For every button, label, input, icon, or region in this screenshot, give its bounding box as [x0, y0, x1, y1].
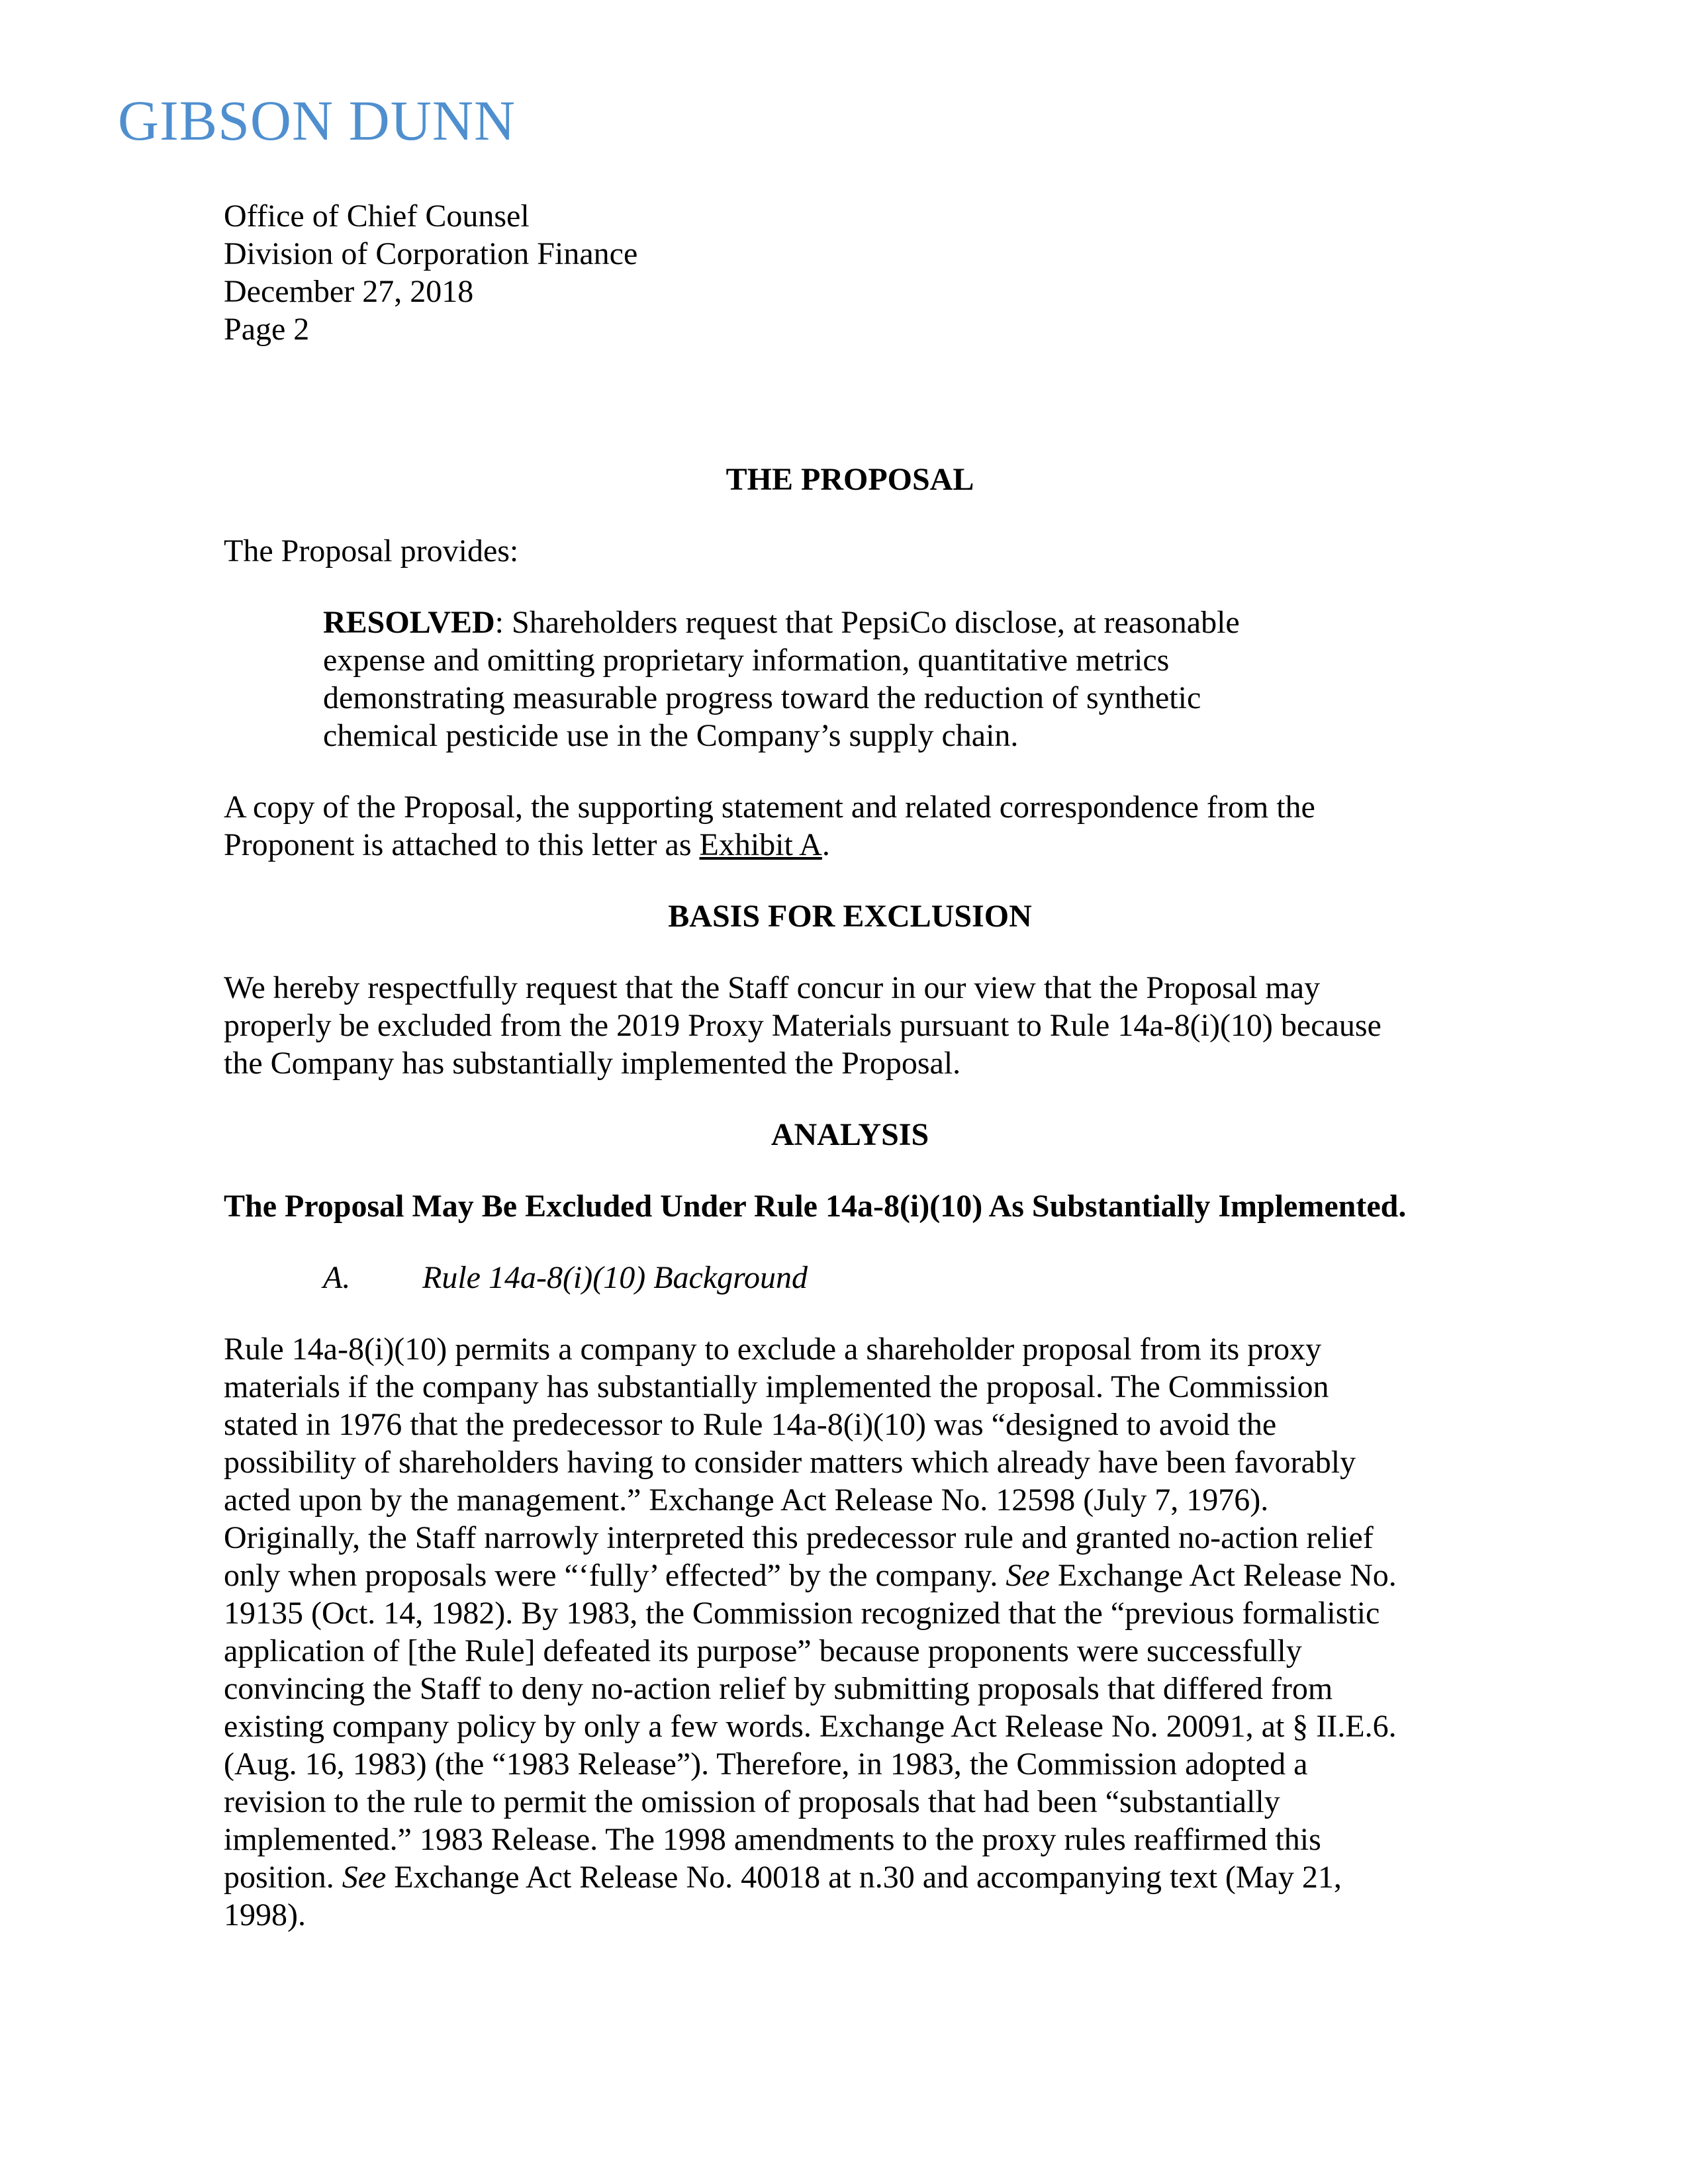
resolved-line: RESOLVED: Shareholders request that PepsiCo disclose, at reasonable	[323, 605, 1240, 640]
heading-basis-for-exclusion: BASIS FOR EXCLUSION	[668, 899, 1032, 934]
paragraph-line: 19135 (Oct. 14, 1982). By 1983, the Commission recognized that the “previous formalistic	[224, 1596, 1380, 1631]
paragraph-line: implemented.” 1983 Release. The 1998 amendments to the proxy rules reaffirmed this	[224, 1822, 1321, 1857]
resolved-line: demonstrating measurable progress toward the reduction of synthetic	[323, 680, 1201, 715]
paragraph-line: application of [the Rule] defeated its purpose” because proponents were successfully	[224, 1633, 1302, 1668]
resolved-line: chemical pesticide use in the Company’s supply chain.	[323, 718, 1019, 753]
letter-page	[224, 197, 1476, 1934]
recipient-division: Division of Corporation Finance	[224, 236, 638, 271]
analysis-subheading: The Proposal May Be Excluded Under Rule 14a-8(i)(10) As Substantially Implemented.	[224, 1189, 1407, 1224]
paragraph-line: 1998).	[224, 1897, 306, 1933]
paragraph-line: (Aug. 16, 1983) (the “1983 Release”). Therefore, in 1983, the Commission adopted a	[224, 1747, 1308, 1782]
letter-header	[224, 197, 1476, 348]
proposal-intro: The Proposal provides:	[224, 533, 519, 569]
recipient-office: Office of Chief Counsel	[224, 199, 530, 234]
section-letter: A.	[323, 1260, 351, 1295]
page-number: Page 2	[224, 312, 310, 347]
exhibit-a-reference: Exhibit A	[699, 827, 822, 862]
paragraph-line: Proponent is attached to this letter as Exhibit A.	[224, 827, 830, 862]
paragraph-line: We hereby respectfully request that the Staff concur in our view that the Proposal may	[224, 970, 1321, 1005]
paragraph-line: existing company policy by only a few words. Exchange Act Release No. 20091, at § II.E.6.	[224, 1709, 1397, 1744]
paragraph-line: position. See Exchange Act Release No. 40018 at n.30 and accompanying text (May 21,	[224, 1860, 1342, 1895]
paragraph-line: possibility of shareholders having to consider matters which already have been favorably	[224, 1445, 1356, 1480]
paragraph-line: revision to the rule to permit the omission of proposals that had been “substantially	[224, 1784, 1280, 1819]
see-signal: See	[342, 1860, 387, 1895]
firm-logo: GIBSON DUNN	[118, 89, 516, 152]
letter-date: December 27, 2018	[224, 274, 474, 309]
paragraph-line: materials if the company has substantially implemented the proposal. The Commission	[224, 1369, 1329, 1404]
heading-analysis: ANALYSIS	[771, 1117, 929, 1152]
section-a-heading	[224, 1259, 1476, 1297]
paragraph-line: only when proposals were “‘fully’ effected” by the company. See Exchange Act Release No.	[224, 1558, 1397, 1593]
resolved-line: expense and omitting proprietary information, quantitative metrics	[323, 643, 1170, 678]
exhibit-paragraph	[224, 788, 1476, 864]
resolved-blockquote	[224, 604, 1476, 754]
basis-paragraph	[224, 969, 1476, 1082]
paragraph-line: stated in 1976 that the predecessor to Rule 14a-8(i)(10) was “designed to avoid the	[224, 1407, 1277, 1442]
paragraph-line: A copy of the Proposal, the supporting statement and related correspondence from the	[224, 790, 1315, 825]
see-signal: See	[1006, 1558, 1050, 1593]
paragraph-line: Rule 14a-8(i)(10) permits a company to exclude a shareholder proposal from its proxy	[224, 1332, 1322, 1367]
background-paragraph	[224, 1330, 1476, 1934]
paragraph-line: properly be excluded from the 2019 Proxy Materials pursuant to Rule 14a-8(i)(10) because	[224, 1008, 1382, 1043]
section-title: Rule 14a-8(i)(10) Background	[422, 1260, 808, 1295]
paragraph-line: the Company has substantially implemented the Proposal.	[224, 1046, 961, 1081]
paragraph-line: acted upon by the management.” Exchange Act Release No. 12598 (July 7, 1976).	[224, 1482, 1269, 1518]
paragraph-line: convincing the Staff to deny no-action relief by submitting proposals that differed from	[224, 1671, 1333, 1706]
resolved-label: RESOLVED	[323, 605, 495, 640]
paragraph-line: Originally, the Staff narrowly interpreted this predecessor rule and granted no-action relief	[224, 1520, 1374, 1555]
heading-the-proposal: THE PROPOSAL	[726, 462, 974, 497]
